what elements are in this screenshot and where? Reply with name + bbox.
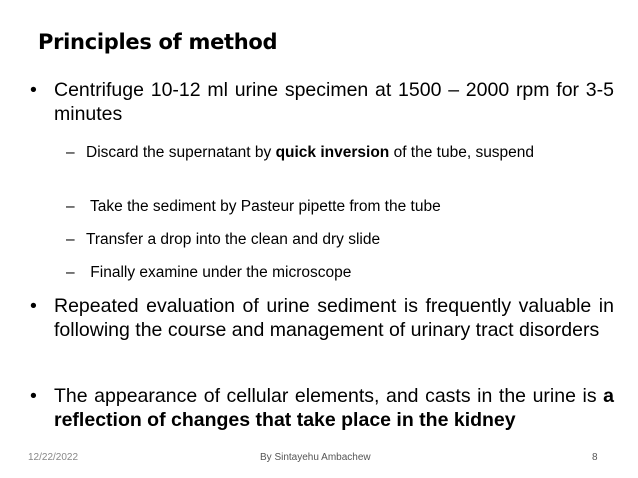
footer-page-number: 8 <box>592 452 598 463</box>
bullet-marker: • <box>30 295 37 317</box>
subitem-text: Transfer a drop into the clean and dry slide <box>86 231 381 248</box>
footer-date: 12/22/2022 <box>28 452 79 463</box>
bullet-appearance <box>30 384 614 432</box>
subitem-text-part: of the tube, suspend <box>389 144 535 161</box>
subitem-discard <box>66 142 614 163</box>
subitem-marker: – <box>66 264 75 281</box>
bullet-marker: • <box>30 79 37 101</box>
slide-title: Principles of method <box>38 30 278 54</box>
subitem-examine <box>66 262 614 283</box>
bullet-text-part: The appearance of cellular elements, and casts in the urine is <box>54 385 604 407</box>
subitem-marker: – <box>66 144 75 161</box>
bullet-bold-text: a reflection of changes that take place in the kidney <box>54 385 614 431</box>
subitem-bold-text: quick inversion <box>275 144 390 161</box>
subitem-text-part: Discard the supernatant by <box>86 144 276 161</box>
footer-author: By Sintayehu Ambachew <box>260 452 371 463</box>
bullet-centrifuge <box>30 78 614 126</box>
subitem-transfer <box>66 229 614 250</box>
bullet-text <box>54 384 614 432</box>
bullet-text: Repeated evaluation of urine sediment is frequently valuable in following the course and management of urinary tract disorders <box>54 295 614 341</box>
bullet-repeated-evaluation <box>30 294 614 342</box>
subitem-marker: – <box>66 198 75 215</box>
bullet-text: Centrifuge 10-12 ml urine specimen at 1500 – 2000 rpm for 3-5 minutes <box>54 79 614 125</box>
subitem-text <box>86 142 614 163</box>
subitem-sediment <box>66 196 614 217</box>
subitem-text: Finally examine under the microscope <box>86 264 352 281</box>
subitem-marker: – <box>66 231 75 248</box>
bullet-marker: • <box>30 385 37 407</box>
subitem-text: Take the sediment by Pasteur pipette from the tube <box>86 198 441 215</box>
